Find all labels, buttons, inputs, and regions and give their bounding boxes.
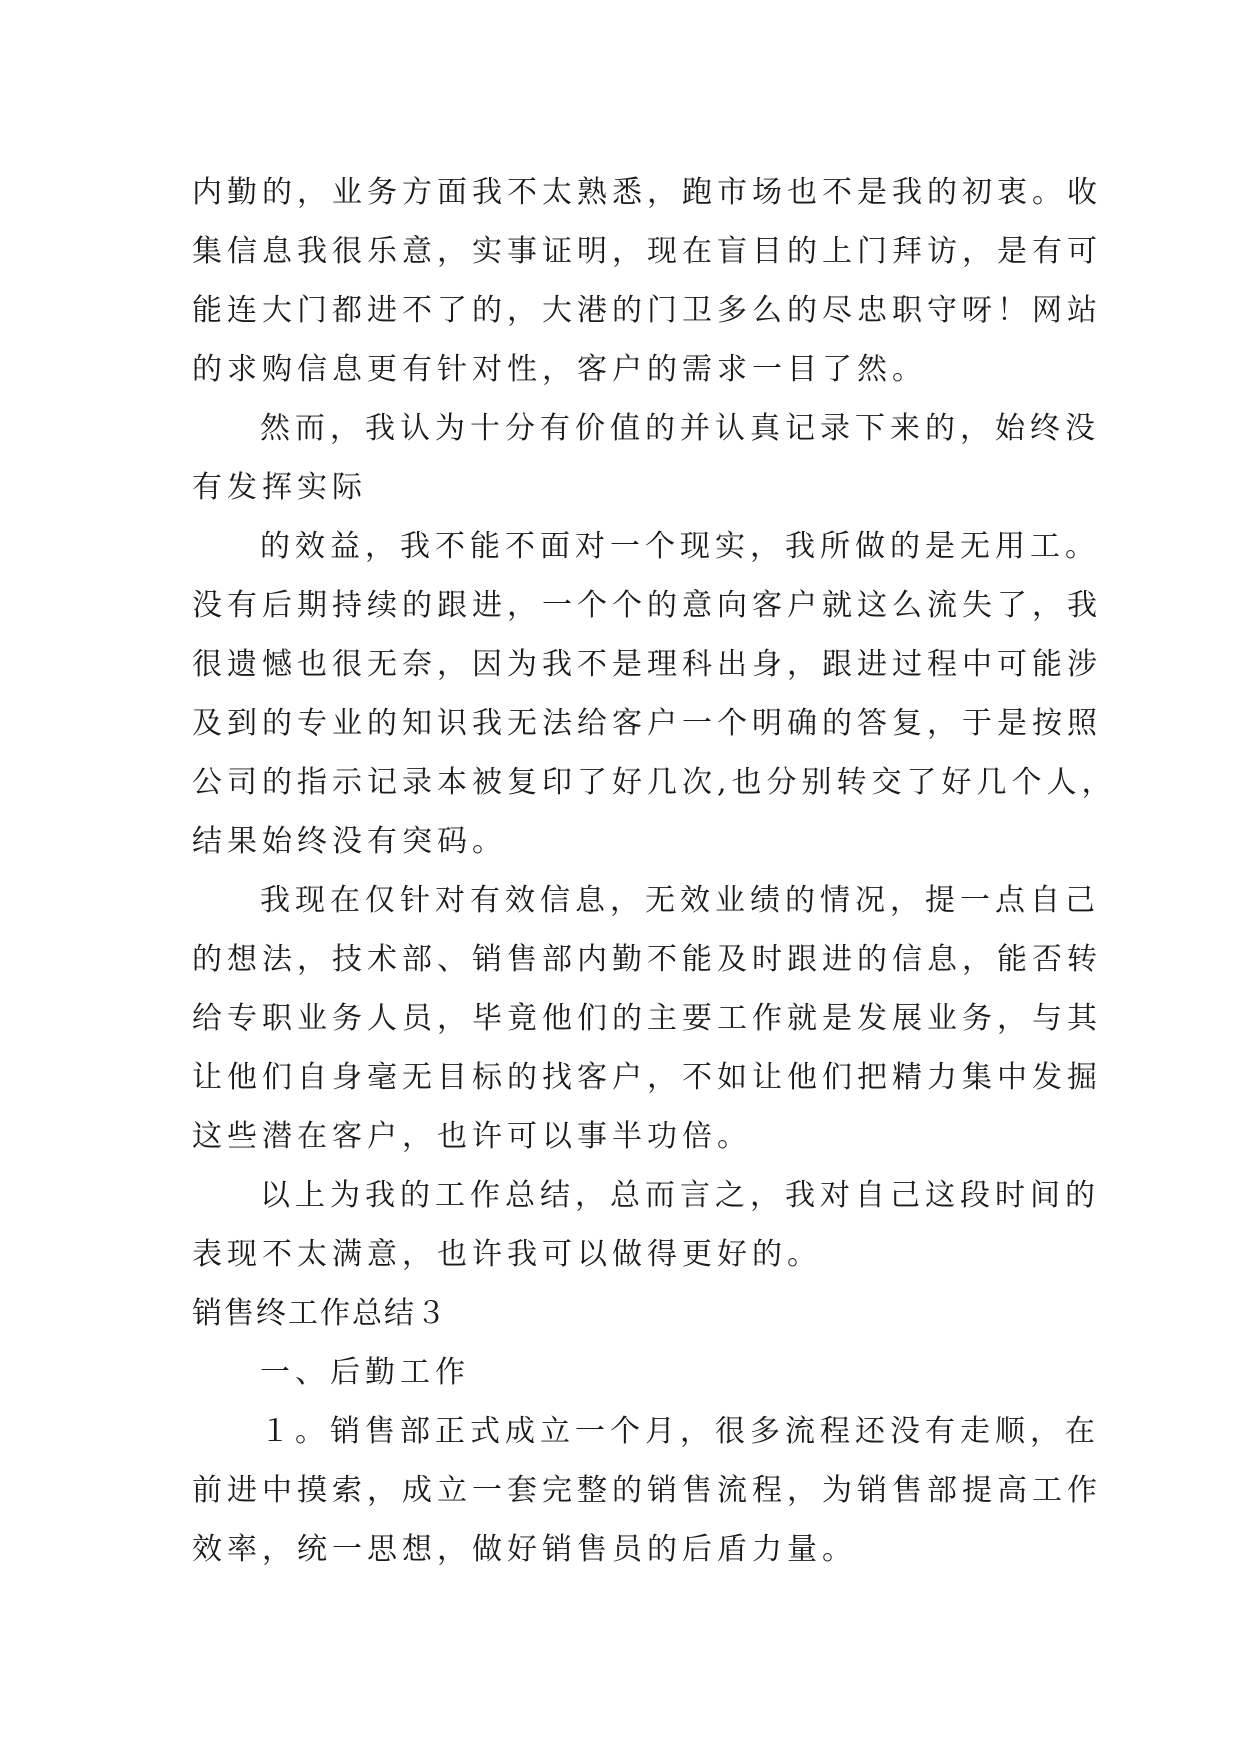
text-line: 公司的指示记录本被复印了好几次,也分别转交了好几个人， [192, 765, 1117, 800]
text-line: 能连大门都进不了的，大港的门卫多么的尽忠职守呀！网站 [192, 293, 1102, 328]
paragraph-first-line: １。销售部正式成立一个月，很多流程还没有走顺，在 [260, 1414, 1100, 1449]
text-line: 表现不太满意，也许我可以做得更好的。 [192, 1237, 822, 1272]
text-line: 让他们自身毫无目标的找客户，不如让他们把精力集中发掘 [192, 1060, 1102, 1095]
subsection-heading: 一、后勤工作 [260, 1355, 470, 1390]
text-line: 这些潜在客户，也许可以事半功倍。 [192, 1119, 752, 1154]
section-heading: 销售终工作总结３ [192, 1296, 448, 1331]
text-line: 前进中摸索，成立一套完整的销售流程，为销售部提高工作 [192, 1473, 1102, 1508]
text-line: 没有后期持续的跟进，一个个的意向客户就这么流失了，我 [192, 588, 1102, 623]
text-line: 内勤的，业务方面我不太熟悉，跑市场也不是我的初衷。收 [192, 175, 1102, 210]
text-line: 的想法，技术部、销售部内勤不能及时跟进的信息，能否转 [192, 942, 1102, 977]
paragraph-first-line: 我现在仅针对有效信息，无效业绩的情况，提一点自己 [260, 883, 1100, 918]
text-line: 有发挥实际 [192, 470, 367, 505]
paragraph-first-line: 的效益，我不能不面对一个现实，我所做的是无用工。 [260, 529, 1100, 564]
paragraph-first-line: 然而，我认为十分有价值的并认真记录下来的，始终没 [260, 411, 1100, 446]
text-line: 及到的专业的知识我无法给客户一个明确的答复，于是按照 [192, 706, 1102, 741]
text-line: 的求购信息更有针对性，客户的需求一目了然。 [192, 352, 927, 387]
text-line: 集信息我很乐意，实事证明，现在盲目的上门拜访，是有可 [192, 234, 1102, 269]
text-line: 很遗憾也很无奈，因为我不是理科出身，跟进过程中可能涉 [192, 647, 1102, 682]
text-line: 结果始终没有突码。 [192, 824, 507, 859]
paragraph-first-line: 以上为我的工作总结，总而言之，我对自己这段时间的 [260, 1178, 1100, 1213]
text-line: 效率，统一思想，做好销售员的后盾力量。 [192, 1532, 857, 1567]
document-body [192, 163, 1117, 1579]
text-line: 给专职业务人员，毕竟他们的主要工作就是发展业务，与其 [192, 1001, 1102, 1036]
